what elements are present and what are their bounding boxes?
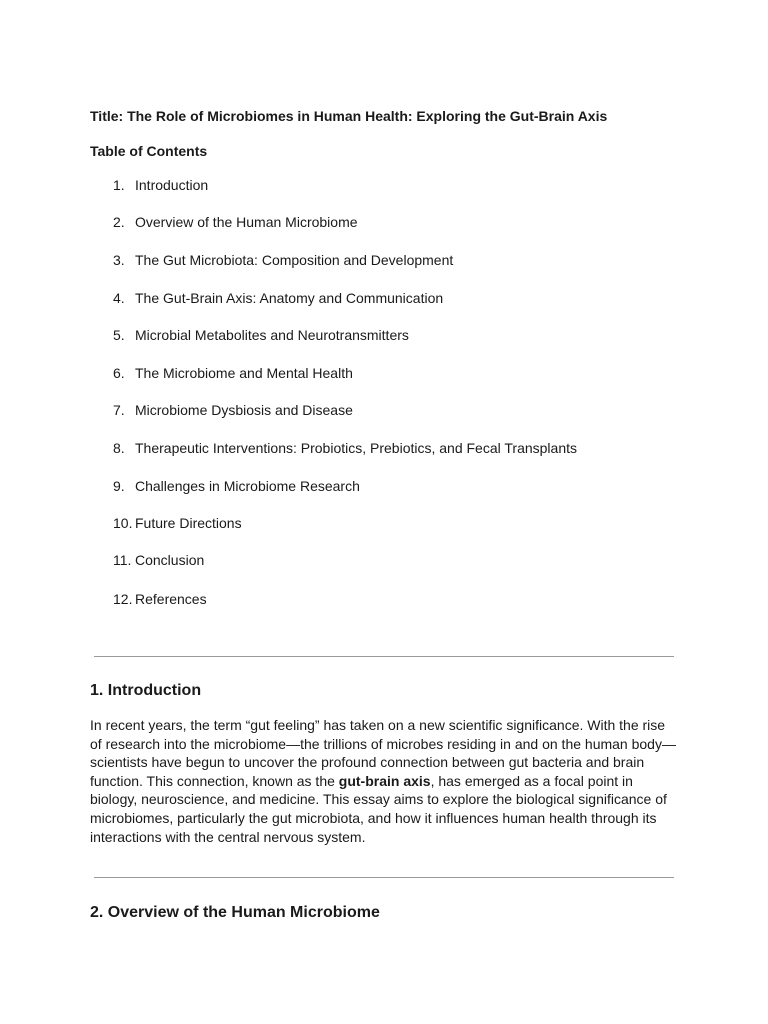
toc-item-number: 12. bbox=[113, 591, 133, 607]
toc-item-references bbox=[113, 590, 207, 608]
toc-item-metabolites bbox=[113, 326, 409, 344]
toc-item-mental-health bbox=[113, 364, 353, 382]
toc-item-number: 7. bbox=[113, 402, 125, 418]
toc-item-number: 6. bbox=[113, 365, 125, 381]
toc-item-challenges bbox=[113, 477, 360, 495]
toc-item-label: Future Directions bbox=[135, 515, 242, 531]
toc-item-label: Conclusion bbox=[135, 552, 205, 568]
toc-item-label: Overview of the Human Microbiome bbox=[135, 214, 358, 230]
paragraph-text: In recent years, the term “gut feeling” has taken on a new scientific significance. With the rise of research into the microbiome—the trillions of microbes residing in and on the human body—scientists have begun to uncover the profound connection between gut bacteria and brain function. This connection, known as the bbox=[90, 717, 676, 789]
paragraph-text: , has emerged as a focal point in biology, neuroscience, and medicine. This essay aims to explore the biological significance of microbiomes, particularly the gut microbiota, and how it influences human health through its interactions with the central nervous system. bbox=[90, 772, 667, 845]
toc-item-label: Challenges in Microbiome Research bbox=[135, 478, 360, 494]
introduction-paragraph bbox=[90, 716, 680, 846]
toc-heading: Table of Contents bbox=[90, 143, 208, 159]
toc-item-label: Introduction bbox=[135, 177, 209, 193]
horizontal-divider bbox=[94, 656, 674, 657]
toc-item-gut-brain-axis bbox=[113, 289, 443, 307]
section-heading-introduction: 1. Introduction bbox=[90, 682, 202, 699]
toc-item-label: Therapeutic Interventions: Probiotics, Prebiotics, and Fecal Transplants bbox=[135, 440, 577, 456]
toc-item-label: Microbial Metabolites and Neurotransmitters bbox=[135, 327, 409, 343]
toc-item-number: 9. bbox=[113, 478, 125, 494]
toc-item-number: 1. bbox=[113, 177, 125, 193]
toc-item-label: The Gut-Brain Axis: Anatomy and Communication bbox=[135, 290, 444, 306]
horizontal-divider bbox=[94, 877, 674, 878]
toc-item-conclusion bbox=[113, 551, 204, 569]
toc-item-number: 4. bbox=[113, 290, 125, 306]
section-heading-overview: 2. Overview of the Human Microbiome bbox=[90, 904, 380, 921]
toc-item-number: 3. bbox=[113, 252, 125, 268]
toc-item-gut-microbiota bbox=[113, 251, 453, 269]
toc-item-label: References bbox=[135, 591, 207, 607]
toc-item-overview bbox=[113, 213, 358, 231]
toc-item-number: 5. bbox=[113, 327, 125, 343]
toc-item-number: 2. bbox=[113, 214, 125, 230]
document-title: Title: The Role of Microbiomes in Human Health: Exploring the Gut-Brain Axis bbox=[90, 108, 608, 124]
toc-item-introduction bbox=[113, 176, 208, 194]
toc-item-future-directions bbox=[113, 514, 242, 532]
bold-term-gut-brain-axis: gut-brain axis bbox=[338, 772, 431, 789]
toc-item-dysbiosis bbox=[113, 401, 353, 419]
toc-item-label: The Gut Microbiota: Composition and Development bbox=[135, 252, 454, 268]
toc-item-therapeutic bbox=[113, 439, 577, 457]
toc-item-number: 11. bbox=[113, 552, 132, 568]
toc-item-number: 10. bbox=[113, 515, 133, 531]
toc-item-label: The Microbiome and Mental Health bbox=[135, 365, 353, 381]
toc-item-number: 8. bbox=[113, 440, 125, 456]
toc-item-label: Microbiome Dysbiosis and Disease bbox=[135, 402, 353, 418]
